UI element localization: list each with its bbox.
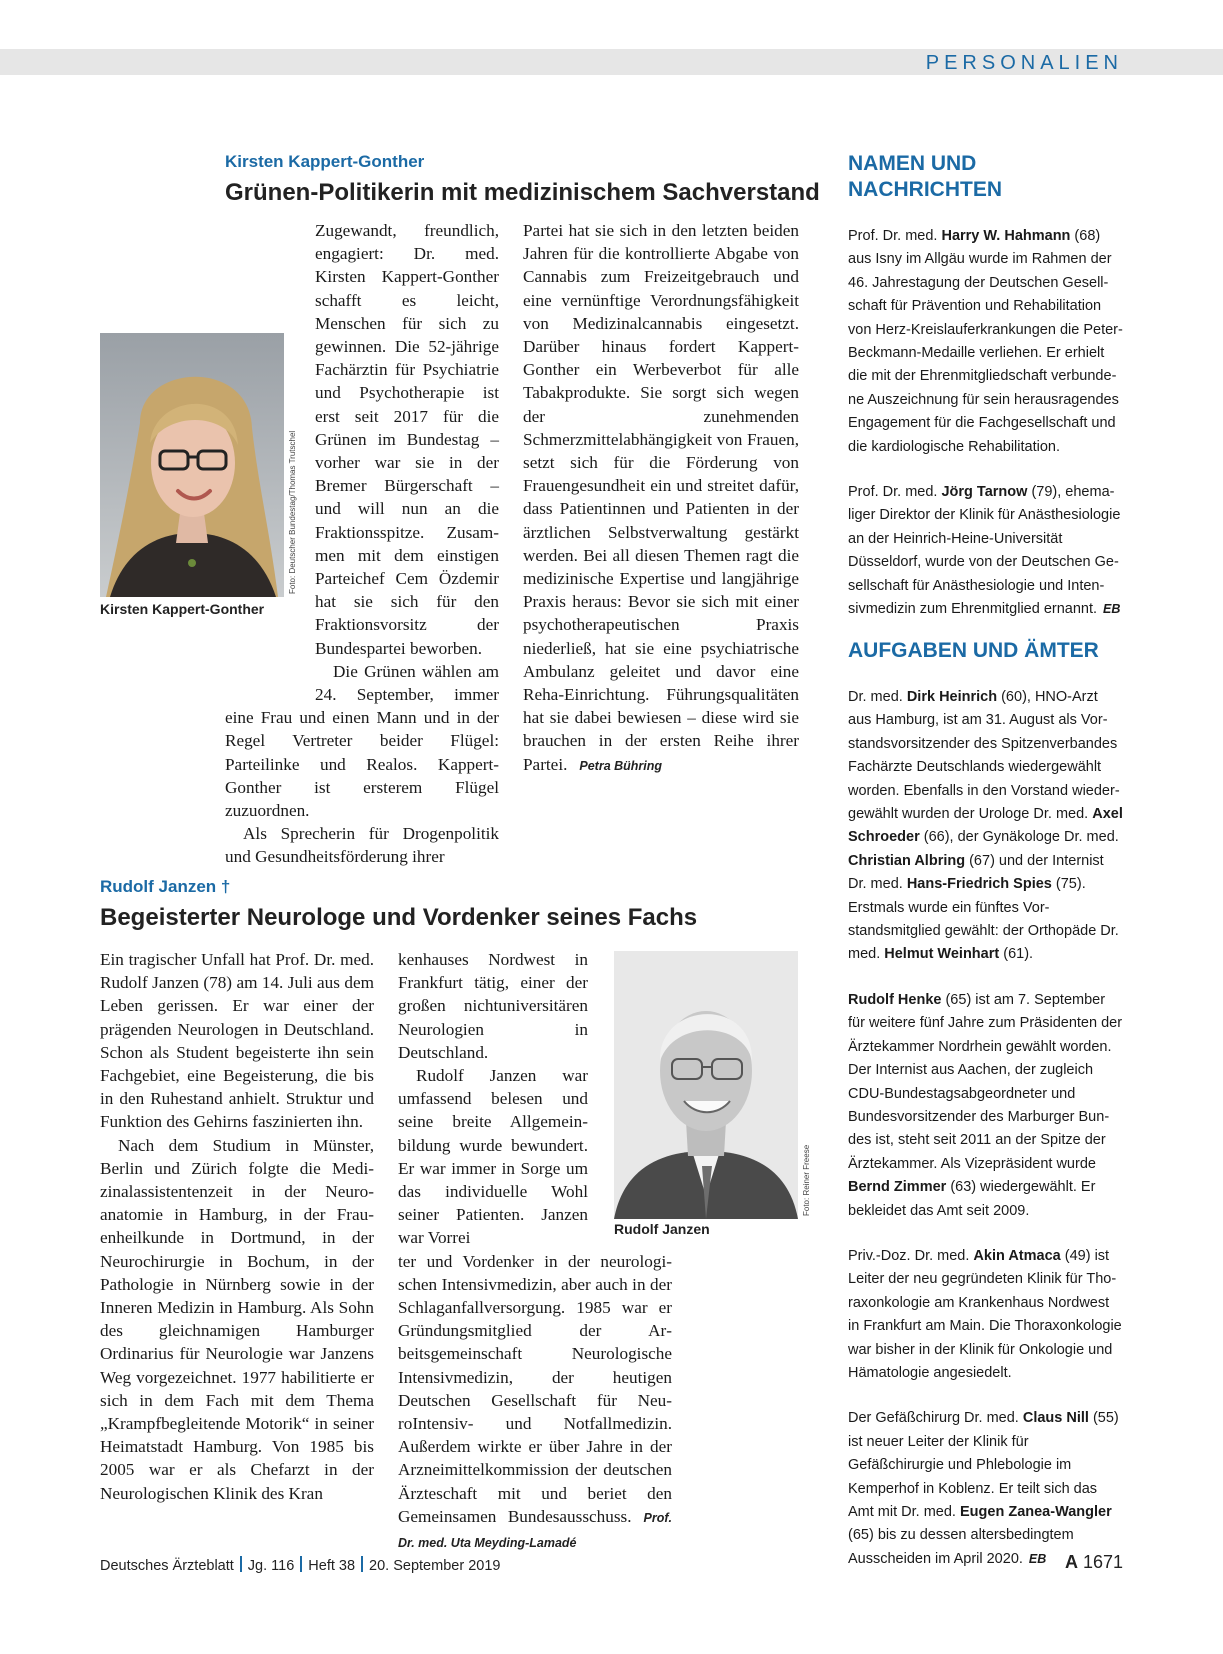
article2-author: Prof. Dr. med. Uta Meyding-Lamadé	[398, 1510, 672, 1551]
article1-paragraph: Zugewandt, freundlich, engagiert: Dr. med. Kirsten Kappert-Gonther schafft es leicht, Menschen für sich zu gewinnen. Die 52-jährige Fachärztin für Psychiatrie und Psychotherapie ist erst seit 2017 für die Grünen im Bundestag – vorher war sie in der Bremer Bürgerschaft – und will nun an die Fraktionsspitze. Zusammen mit dem einstigen Parteichef Cem Özdemir hat sie sich für den Fraktionsvorsitz der Bundespartei beworben.	[315, 221, 499, 658]
volume: Jg. 116	[247, 1558, 295, 1574]
article1-paragraph: Partei hat sie sich in den letzten beiden Jahren für die kontrollierte Abgabe von Cannabis zum Freizeitgebrauch und eine vernünftige Verordnungsfähigkeit von Medizinalcannabis eingesetzt. Darüber hinaus fordert Kappert-Gonther ein Werbeverbot für alle Tabakprodukte. Sie sorgt sich wegen der zunehmenden Schmerzmittelabhängigkeit von Frauen, setzt sich für die Förderung von Frauengesundheit ein und streitet dafür, dass Patientinnen und Patienten in der ärztlichen Selbstverwaltung gestärkt werden. Bei all diesen Themen ragt die medizinische Expertise und langjährige Praxis heraus: Bevor sie sich mit einer psychotherapeutischen Praxis niederließ, hat sie eine psychiatrische Ambulanz geleitet und davor eine Reha-Einrichtung. Führungsqualitäten hat sie dabei bewiesen – diese wird sie brauchen in der ersten Reihe ihrer Partei.	[523, 221, 799, 774]
sidebar-entry: Priv.-Doz. Dr. med. Akin Atmaca (49) ist Leiter der neu gegründeten Klinik für Thoraxonkologie am Krankenhaus Nordwest in Frankfurt am Main. Die Thoraxonkologie war bisher in der Klinik für Onkologie und Hämatologie angesiedelt.	[848, 1247, 1122, 1381]
photo-credit-2: Foto: Reiner Freese	[802, 1144, 811, 1216]
separator	[300, 1556, 302, 1572]
person-name: Dirk Heinrich	[906, 689, 998, 705]
separator	[240, 1556, 242, 1572]
person-name: Jörg Tarnow	[941, 484, 1028, 501]
person-name: Harry W. Hahmann	[941, 228, 1071, 244]
article1-column-1	[225, 219, 499, 869]
person-name: Rudolf Henke	[848, 991, 942, 1008]
article2-headline: Begeisterter Neurologe und Vordenker seines Fachs	[100, 904, 698, 931]
editor-sign: EB	[1103, 602, 1121, 617]
person-name: Akin Atmaca	[973, 1247, 1061, 1264]
article2-paragraph: Ein tragischer Unfall hat Prof. Dr. med. Rudolf Janzen (78) am 14. Juli aus dem Leben gerissen. Er war einer der prägenden Neurologen in Deutschland. Schon als Student begeisterte ihn sein Fachgebiet, eine Begeisterung, die bis in den Ruhestand anhielt. Struktur und Funktion des Gehirns faszinierten ihn.	[100, 950, 374, 1132]
sidebar-entry: Dr. med. Dirk Heinrich (60), HNO-Arzt aus Hamburg, ist am 31. August als Vorstandsvorsitzender des Spitzenverbandes Fachärzte Deutschlands wiedergewählt worden. Ebenfalls in den Vorstand wiedergewählt wurden der Urologe Dr. med. Axel Schroeder (66), der Gynäkologe Dr. med. Christian Albring (67) und der Internist Dr. med. Hans-Friedrich Spies (75). Erstmals wurde ein fünftes Vorstandsmitglied gewählt: der Orthopäde Dr. med. Helmut Weinhart (61).	[848, 689, 1123, 963]
person-name: Christian Albring	[848, 852, 966, 869]
article2-paragraph: kenhauses Nordwest in Frankfurt tätig, einer der großen nichtuniversitären Neurologien in Deutschland.	[398, 950, 588, 1062]
article2-column-2	[398, 948, 672, 1555]
article2-column-1	[100, 948, 374, 1505]
issue-date: 20. September 2019	[369, 1558, 501, 1574]
sidebar-heading-2: AUFGABEN UND ÄMTER	[848, 639, 1099, 662]
sidebar-heading-1: NAMEN UND NACHRICHTEN	[848, 152, 1002, 201]
article2-paragraph: Rudolf Janzen war umfassend belesen und seine breite Allgemeinbildung wurde bewundert. Er war immer in Sorge um das individuelle Wohl seiner Patienten. Janzen war Vorrei	[398, 1066, 588, 1248]
editor-sign: EB	[1028, 1551, 1047, 1566]
page-number-value: 1671	[1082, 1552, 1123, 1572]
person-name: Helmut Weinhart	[884, 946, 1000, 963]
article1-paragraph: Als Sprecherin für Drogenpolitik und Gesundheitsförderung ihrer	[225, 824, 499, 867]
article1-headline: Grünen-Politikerin mit medizinischem Sachverstand	[225, 179, 820, 206]
sidebar-namen-und-nachrichten	[848, 151, 1124, 644]
footer	[100, 1556, 500, 1574]
person-name: Bernd Zimmer	[848, 1179, 947, 1196]
sidebar-aufgaben-und-aemter	[848, 638, 1124, 1593]
column-narrow-section	[398, 948, 588, 1250]
separator	[361, 1556, 363, 1572]
article2-paragraph: Nach dem Studium in Münster, Berlin und Zürich folgte die Medizinalassistentenzeit in der Neuroanatomie in Hamburg, in der Frauenheilkunde in Dortmund, in der Neurochirurgie in Bochum, in der Pathologie in Nürnberg sowie in der Inneren Medizin in Hamburg. Als Sohn des gleichnamigen Hamburger Ordinarius für Neurologie war Janzens Weg vorgezeichnet. 1977 habilitierte er sich in dem Fach mit dem Thema „Krampfbegleitende Motorik“ in seiner Heimatstadt Hamburg. Von 1985 bis 2005 war er als Chefarzt in der Neurologischen Klinik des Kran	[100, 1135, 374, 1503]
person-name: Hans-Friedrich Spies	[906, 876, 1052, 893]
photo-wrap-spacer	[225, 300, 315, 685]
sidebar-entry: Rudolf Henke (65) ist am 7. September für weitere fünf Jahre zum Präsidenten der Ärztekammer Nordrhein gewählt worden. Der Internist aus Aachen, der zugleich CDU-Bundestagsabgeordneter und Bundesvorsitzender des Marburger Bundes ist, steht seit 2011 an der Spitze der Ärztekammer. Als Vizepräsident wurde Bernd Zimmer (63) wiedergewählt. Er bekleidet das Amt seit 2009.	[848, 991, 1123, 1219]
page-prefix: A	[1064, 1552, 1078, 1572]
person-name: Claus Nill	[1022, 1410, 1089, 1427]
section-label: PERSONALIEN	[925, 52, 1123, 74]
article2-kicker: Rudolf Janzen †	[100, 877, 231, 896]
sidebar-entry: Prof. Dr. med. Harry W. Hahmann (68) aus Isny im Allgäu wurde im Rahmen der 46. Jahrestagung der Deutschen Gesellschaft für Prävention und Rehabilitation von Herz-Kreislauferkrankungen die Peter-Beckmann-Medaille verliehen. Er erhielt die mit der Ehrenmitgliedschaft verbundene Auszeichnung für sein herausragendes Engagement für die Fachgesellschaft und die kardiologische Rehabilitation.	[848, 228, 1123, 455]
person-name: Eugen Zanea-Wangler	[960, 1504, 1112, 1520]
photo-caption-2: Rudolf Janzen	[614, 1221, 710, 1237]
page-number	[1065, 1552, 1123, 1573]
journal-name: Deutsches Ärzteblatt	[100, 1558, 234, 1574]
article2-paragraph: ter und Vordenker in der neurologischen Intensivmedizin, aber auch in der Schlaganfallversorgung. 1985 war er Gründungsmitglied der Arbeitsgemeinschaft Neurologische Intensivmedizin, der heutigen Deutschen Gesellschaft für NeuroIntensiv- und Notfallmedizin. Außerdem wirkte er über Jahre in der Arzneimittelkommission der deutschen Ärzteschaft mit und beriet den Gemeinsamen Bundesausschuss.	[398, 1251, 672, 1526]
article1-author: Petra Bühring	[579, 758, 663, 773]
person-name: Axel Schroeder	[848, 806, 1123, 846]
photo-credit-1: Foto: Deutscher Bundestag/Thomas Trutschel	[288, 430, 297, 594]
photo-caption-1: Kirsten Kappert-Gonther	[100, 601, 265, 617]
issue: Heft 38	[308, 1558, 356, 1574]
article1-kicker: Kirsten Kappert-Gonther	[225, 152, 425, 171]
sidebar-entry: Der Gefäßchirurg Dr. med. Claus Nill (55) ist neuer Leiter der Klinik für Gefäßchirurgie und Phlebologie im Kemperhof in Koblenz. Er teilt sich das Amt mit Dr. med. Eugen Zanea-Wangler (65) bis zu dessen altersbedingtem Ausscheiden im April 2020. EB	[848, 1410, 1119, 1567]
article1-paragraph: Die Grünen wählen am 24. September, immer eine Frau und einen Mann und in der Regel Vertreter beider Flügel: Parteilinke und Realos. Kappert-Gonther ist ersterem Flügel zuzuordnen.	[225, 661, 499, 821]
sidebar-entry: Prof. Dr. med. Jörg Tarnow (79), ehemaliger Direktor der Klinik für Anästhesiologie an der Heinrich-Heine-Universität Düsseldorf, wurde von der Deutschen Gesellschaft für Anästhesiologie und Intensivmedizin zum Ehrenmitglied ernannt. EB	[848, 484, 1121, 618]
article1-column-2	[523, 219, 799, 778]
